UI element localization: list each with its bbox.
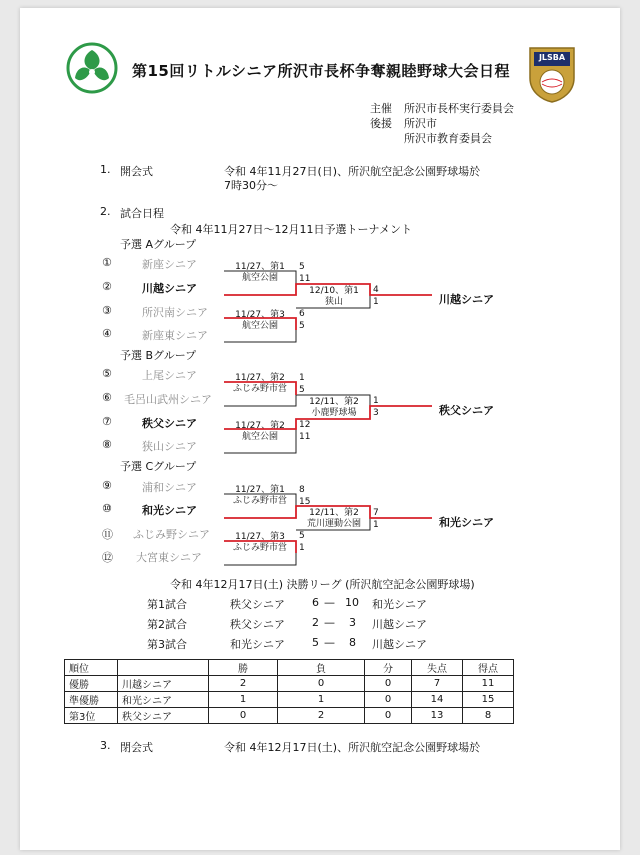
- group-b-match1-date: 11/27、第2: [235, 373, 285, 383]
- game-2-dash: —: [324, 616, 335, 629]
- group-c-final-venue: 荒川運動公園: [306, 519, 361, 529]
- group-b-match2-date: 11/27、第2: [235, 421, 285, 431]
- team-1-no: ①: [102, 256, 112, 269]
- game-3-away-score: 8: [349, 636, 356, 649]
- prelim-title: 令和 4年11月27日～12月11日予選トーナメント: [170, 223, 413, 236]
- team-7-name: 秩父シニア: [142, 417, 197, 430]
- group-a-match2-score-bottom: 5: [299, 321, 305, 331]
- allowed-cell: 14: [412, 692, 463, 708]
- tournament-bracket-lines: [20, 8, 620, 608]
- team-5-name: 上尾シニア: [142, 369, 197, 382]
- support-name-1: 所沢市: [404, 117, 437, 130]
- game-3-label: 第3試合: [147, 638, 187, 651]
- table-row: [65, 692, 514, 708]
- col-scored-header: 得点: [463, 660, 514, 676]
- group-b-match2-venue: 航空公園: [241, 432, 278, 442]
- group-c-final-score-bottom: 1: [373, 520, 379, 530]
- group-c-final-score-top: 7: [373, 508, 379, 518]
- team-2-no: ②: [102, 280, 112, 293]
- team-3-name: 所沢南シニア: [142, 306, 208, 319]
- group-c-final-date: 12/11、第2: [309, 508, 359, 518]
- game-3-home: 和光シニア: [230, 638, 285, 651]
- col-rank-header: 順位: [65, 660, 118, 676]
- team-cell: 川越シニア: [118, 676, 209, 692]
- group-c-match2-score-top: 5: [299, 531, 305, 541]
- game-2-label: 第2試合: [147, 618, 187, 631]
- results-table: [64, 659, 514, 724]
- allowed-cell: 7: [412, 676, 463, 692]
- game-2-away-score: 3: [349, 616, 356, 629]
- game-1-label: 第1試合: [147, 598, 187, 611]
- group-a-champion: 川越シニア: [439, 293, 494, 306]
- group-a-match2-date: 11/27、第3: [235, 310, 285, 320]
- group-a-final-score-bottom: 1: [373, 297, 379, 307]
- team-4-no: ④: [102, 327, 112, 340]
- loss-cell: 1: [278, 692, 365, 708]
- game-3-dash: —: [324, 636, 335, 649]
- rank-cell: 優勝: [65, 676, 118, 692]
- group-c-match1-score-bottom: 15: [299, 497, 311, 507]
- group-b-match2-score-bottom: 11: [299, 432, 311, 442]
- team-11-no: ⑪: [102, 528, 113, 541]
- group-a-final-score-top: 4: [373, 285, 379, 295]
- results-header-row: [65, 660, 514, 676]
- page-title: 第15回リトルシニア所沢市長杯争奪親睦野球大会日程: [132, 62, 511, 80]
- organizer-label: 主催: [370, 102, 392, 115]
- group-a-name: 予選 Aグループ: [120, 238, 197, 251]
- team-11-name: ふじみ野シニア: [133, 528, 210, 541]
- game-1-away: 和光シニア: [372, 598, 427, 611]
- group-c-name: 予選 Cグループ: [120, 460, 197, 473]
- col-allowed-header: 失点: [412, 660, 463, 676]
- group-a-final-date: 12/10、第1: [309, 286, 359, 296]
- section1-text-time: 7時30分～: [224, 179, 278, 192]
- group-c-match1-venue: ふじみ野市営: [232, 496, 287, 506]
- team-3-no: ③: [102, 304, 112, 317]
- team-cell: 和光シニア: [118, 692, 209, 708]
- table-row: [65, 676, 514, 692]
- group-b-final-venue: 小鹿野球場: [311, 408, 357, 418]
- game-2-home-score: 2: [312, 616, 319, 629]
- col-draw-header: 分: [365, 660, 412, 676]
- team-cell: 秩父シニア: [118, 708, 209, 724]
- team-10-no: ⑩: [102, 502, 112, 515]
- col-loss-header: 負: [278, 660, 365, 676]
- group-b-final-score-bottom: 3: [373, 408, 379, 418]
- section2-number: 2.: [100, 205, 111, 218]
- draw-cell: 0: [365, 692, 412, 708]
- scored-cell: 8: [463, 708, 514, 724]
- group-b-match2-score-top: 12: [299, 420, 311, 430]
- team-9-name: 浦和シニア: [142, 481, 197, 494]
- team-4-name: 新座東シニア: [142, 329, 208, 342]
- group-b-name: 予選 Bグループ: [120, 349, 197, 362]
- allowed-cell: 13: [412, 708, 463, 724]
- group-c-match2-score-bottom: 1: [299, 543, 305, 553]
- group-c-match1-date: 11/27、第1: [235, 485, 285, 495]
- game-1-home-score: 6: [312, 596, 319, 609]
- group-b-match1-score-top: 1: [299, 373, 305, 383]
- win-cell: 0: [209, 708, 278, 724]
- game-2-home: 秩父シニア: [230, 618, 285, 631]
- final-league-title: 令和 4年12月17日(土) 決勝リーグ (所沢航空記念公園野球場): [170, 578, 475, 591]
- section3-label: 閉会式: [120, 741, 153, 754]
- group-a-match2-score-top: 6: [299, 309, 305, 319]
- team-5-no: ⑤: [102, 367, 112, 380]
- draw-cell: 0: [365, 708, 412, 724]
- group-a-match1-score-bottom: 11: [299, 274, 311, 284]
- section3-number: 3.: [100, 739, 111, 752]
- team-9-no: ⑨: [102, 479, 112, 492]
- group-c-match2-venue: ふじみ野市営: [232, 543, 287, 553]
- league-logo-text: JLSBA: [538, 53, 566, 62]
- team-1-name: 新座シニア: [142, 258, 197, 271]
- team-7-no: ⑦: [102, 415, 112, 428]
- draw-cell: 0: [365, 676, 412, 692]
- support-label: 後援: [370, 117, 392, 130]
- group-c-match2-date: 11/27、第3: [235, 532, 285, 542]
- section2-label: 試合日程: [120, 207, 164, 220]
- group-a-match1-score-top: 5: [299, 262, 305, 272]
- document-page: [20, 8, 620, 850]
- game-1-dash: —: [324, 596, 335, 609]
- game-3-away: 川越シニア: [372, 638, 427, 651]
- col-win-header: 勝: [209, 660, 278, 676]
- scored-cell: 15: [463, 692, 514, 708]
- rank-cell: 準優勝: [65, 692, 118, 708]
- team-8-no: ⑧: [102, 438, 112, 451]
- rank-cell: 第3位: [65, 708, 118, 724]
- group-a-match2-venue: 航空公園: [241, 321, 278, 331]
- organizer-name: 所沢市長杯実行委員会: [404, 102, 514, 115]
- support-name-2: 所沢市教育委員会: [404, 132, 492, 145]
- game-3-home-score: 5: [312, 636, 319, 649]
- group-a-match1-venue: 航空公園: [241, 273, 278, 283]
- group-b-final-score-top: 1: [373, 396, 379, 406]
- section1-label: 開会式: [120, 165, 153, 178]
- team-8-name: 狭山シニア: [142, 440, 197, 453]
- team-2-name: 川越シニア: [142, 282, 197, 295]
- section1-text: 令和 4年11月27日(日)、所沢航空記念公園野球場於: [224, 165, 481, 178]
- team-12-name: 大宮東シニア: [136, 551, 202, 564]
- group-b-match1-score-bottom: 5: [299, 385, 305, 395]
- group-b-champion: 秩父シニア: [439, 404, 494, 417]
- win-cell: 2: [209, 676, 278, 692]
- group-a-final-venue: 狭山: [324, 297, 343, 307]
- group-a-match1-date: 11/27、第1: [235, 262, 285, 272]
- win-cell: 1: [209, 692, 278, 708]
- loss-cell: 0: [278, 676, 365, 692]
- team-10-name: 和光シニア: [142, 504, 197, 517]
- group-b-final-date: 12/11、第2: [309, 397, 359, 407]
- scored-cell: 11: [463, 676, 514, 692]
- team-12-no: ⑫: [102, 551, 113, 564]
- col-team-header: [118, 660, 209, 676]
- group-c-champion: 和光シニア: [439, 516, 494, 529]
- section3-text: 令和 4年12月17日(土)、所沢航空記念公園野球場於: [224, 741, 481, 754]
- loss-cell: 2: [278, 708, 365, 724]
- game-1-home: 秩父シニア: [230, 598, 285, 611]
- game-1-away-score: 10: [345, 596, 359, 609]
- group-b-match1-venue: ふじみ野市営: [232, 384, 287, 394]
- group-c-match1-score-top: 8: [299, 485, 305, 495]
- team-6-name: 毛呂山武州シニア: [124, 393, 212, 406]
- team-6-no: ⑥: [102, 391, 112, 404]
- game-2-away: 川越シニア: [372, 618, 427, 631]
- table-row: [65, 708, 514, 724]
- section1-number: 1.: [100, 163, 111, 176]
